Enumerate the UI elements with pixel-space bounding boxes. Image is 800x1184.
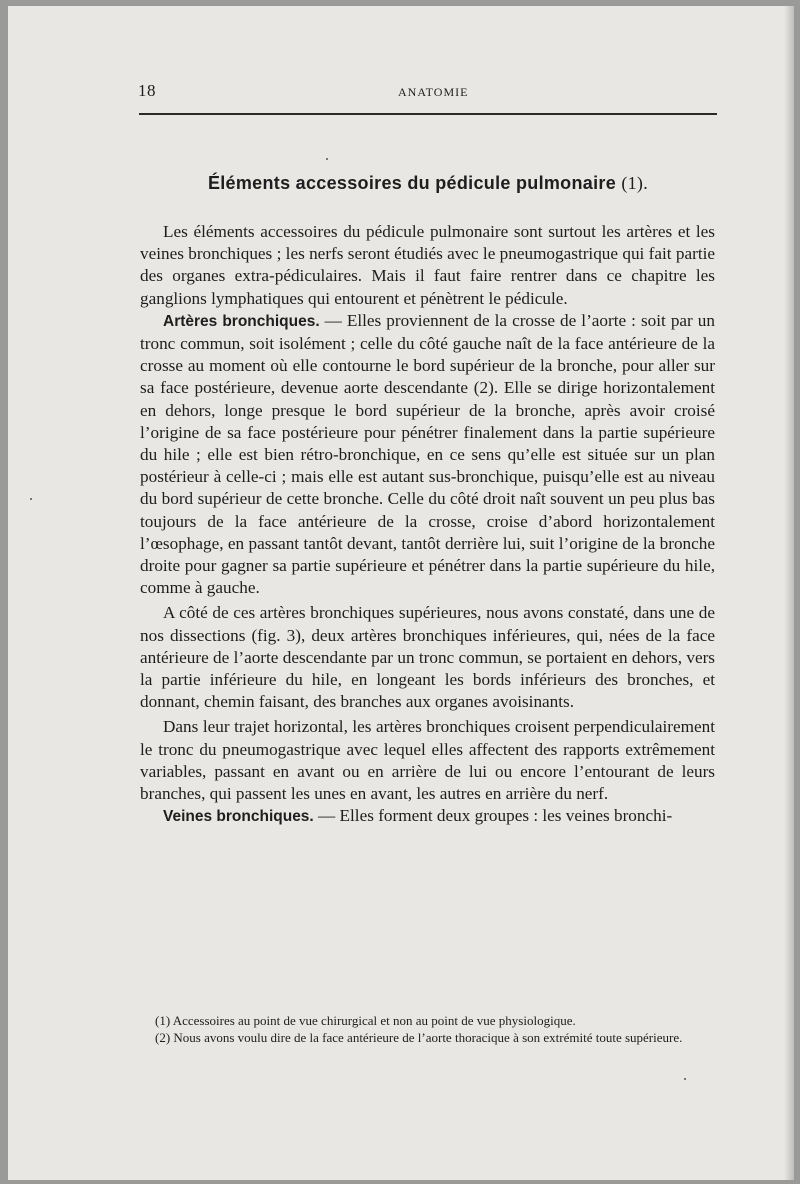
section-title bbox=[138, 173, 718, 194]
paragraph-arteres-bronchiques bbox=[140, 310, 715, 600]
footnote-reference: (1). bbox=[621, 173, 649, 193]
paragraph-intro bbox=[140, 221, 715, 310]
running-head bbox=[138, 78, 718, 104]
run-in-heading: Artères bronchiques. bbox=[163, 312, 320, 330]
section-title-text: Éléments accessoires du pédicule pulmonaire bbox=[207, 173, 617, 193]
ink-speck bbox=[30, 498, 32, 500]
paragraph-veines-bronchiques bbox=[140, 805, 715, 828]
paragraph-text: Les éléments accessoires du pédicule pulmonaire sont surtout les artères et les veines bronchiques ; les nerfs seront étudiés avec le pneumogastrique qui fait partie des organes extra-pédiculaires. Mais il faut faire rentrer dans ce chapitre les ganglions lymphatiques qui entourent et pénètrent le pédicule. bbox=[140, 222, 715, 308]
paragraph-text: Dans leur trajet horizontal, les artères bronchiques croisent perpendiculairement le tronc du pneumogastrique avec lequel elles affectent des rapports extrêmement variables, passant en avant ou en arrière de lui ou encore l’entourant de leurs branches, qui passent les unes en avant, les autres en arrière du nerf. bbox=[140, 717, 715, 804]
header-rule bbox=[139, 113, 717, 115]
footnote-2: (2) Nous avons voulu dire de la face antérieure de l’aorte thoracique à son extrémité toute supérieure. bbox=[155, 1030, 683, 1045]
page-edge-shadow bbox=[784, 6, 794, 1180]
paragraph-text: — Elles proviennent de la crosse de l’aorte : soit par un tronc commun, soit isolément ; celle du côté gauche naît de la face antérieure de la crosse au moment où elle contourne le bord supérieur de la bronche, pour aller sur sa face postérieure, devenue aorte descendante (2). Elle se dirige horizontalement en dehors, longe presque le bord supérieur de la bronche, après avoir croisé l’origine de sa face postérieure pour pénétrer finalement dans la partie supérieure du hile ; elle est bien rétro-bronchique, en ce sens qu’elle est située sur un plan postérieur à celle-ci ; mais elle est autant sus-bronchique, puisqu’elle est au niveau du bord supérieur de cette bronche. Celle du côté droit naît souvent un peu plus bas toujours de la face antérieure de la crosse, croise d’abord horizontalement l’œsophage, en passant tantôt devant, tantôt derrière lui, suit l’origine de la bronche droite pour gagner sa partie supérieure et pénétrer dans la partie supérieure du hile, comme à gauche. bbox=[140, 310, 715, 598]
footnotes bbox=[145, 1012, 725, 1046]
footnote-1: (1) Accessoires au point de vue chirurgical et non au point de vue physiologique. bbox=[155, 1013, 576, 1028]
paragraph-text: A côté de ces artères bronchiques supérieures, nous avons constaté, dans une de nos dissections (fig. 3), deux artères bronchiques inférieures, qui, nées de la face antérieure de l’aorte descendante par un tronc commun, se portaient en dehors, vers la partie inférieure du hile, en longeant les bords inférieurs des bronches, et donnant, chemin faisant, des branches aux organes avoisinants. bbox=[140, 603, 715, 712]
run-in-heading: Veines bronchiques. bbox=[163, 808, 314, 826]
paragraph-text: — Elles forment deux groupes : les veines bronchi- bbox=[313, 806, 673, 826]
body-text bbox=[140, 221, 715, 828]
paragraph-arteres-inferieures bbox=[140, 602, 715, 713]
paragraph-trajet-horizontal bbox=[140, 716, 715, 805]
page-number: 18 bbox=[138, 81, 156, 100]
ink-speck bbox=[684, 1078, 686, 1080]
running-title: ANATOMIE bbox=[398, 85, 469, 99]
book-page bbox=[8, 6, 794, 1180]
ink-speck bbox=[326, 158, 328, 160]
